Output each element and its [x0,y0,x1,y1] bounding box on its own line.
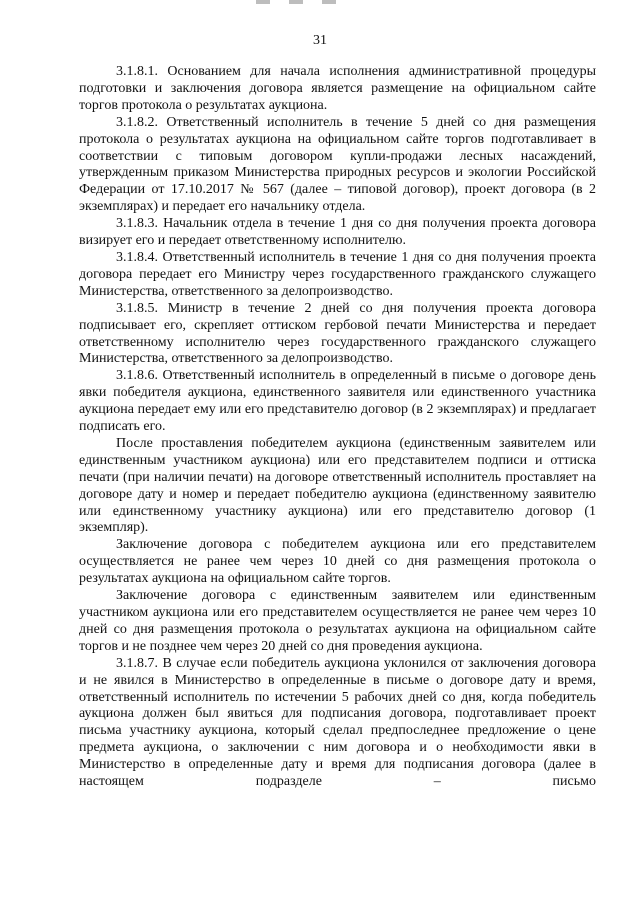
document-body [79,64,596,791]
scan-edge-mark [256,0,336,4]
paragraph-3-1-8-7: 3.1.8.7. В случае если победитель аукциона уклонился от заключения договора и не явился в Министерство в определенные в письме о договоре дату и время, ответственный исполнитель по истечении 5 рабочих дней со дня, когда победитель аукциона должен был явиться для подписания договора, подготавливает проект письма участнику аукциона, который сделал предпоследнее предложение о цене предмета аукциона, о заключении с ним договора и о необходимости явки в Министерство в определенные дату и время для подписания договора (далее в настоящем подразделе – письмо [79,655,596,790]
page-number: 31 [313,33,327,48]
paragraph-3-1-8-6: 3.1.8.6. Ответственный исполнитель в определенный в письме о договоре день явки победителя аукциона, единственного заявителя или единственного участника аукциона передает ему или его представителю договор (в 2 экземплярах) и предлагает подписать его. [79,368,596,435]
paragraph-3-1-8-1: 3.1.8.1. Основанием для начала исполнения административной процедуры подготовки и заключения договора является размещение на официальном сайте торгов протокола о результатах аукциона. [79,64,596,113]
paragraph-winner-term: Заключение договора с победителем аукциона или его представителем осуществляется не ранее чем через 10 дней со дня размещения протокола о результатах аукциона на официальном сайте торгов. [79,537,596,587]
paragraph-3-1-8-5: 3.1.8.5. Министр в течение 2 дней со дня получения проекта договора подписывает его, скрепляет оттиском гербовой печати Министерства и передает ответственному исполнителю через государственного гражданского служащего Министерства, ответственного за делопроизводство. [79,300,596,367]
paragraph-3-1-8-3: 3.1.8.3. Начальник отдела в течение 1 дня со дня получения проекта договора визирует его и передает ответственному исполнителю. [79,216,596,249]
scan-mark-segment [289,0,303,4]
scan-mark-segment [256,0,270,4]
paragraph-3-1-8-4: 3.1.8.4. Ответственный исполнитель в течение 1 дня со дня получения проекта договора передает его Министру через государственного гражданского служащего Министерства, ответственного за делопроизводство. [79,249,596,299]
paragraph-signing: После проставления победителем аукциона (единственным заявителем или единственным участником аукциона) или его представителем подписи и оттиска печати (при наличии печати) на договоре ответственный исполнитель проставляет на договоре дату и номер и передает победителю аукциона (единственному заявителю или единственному участнику аукциона) или его представителю договор (1 экземпляр). [79,435,596,536]
paragraph-3-1-8-2: 3.1.8.2. Ответственный исполнитель в течение 5 дней со дня размещения протокола о результатах аукциона на официальном сайте торгов подготавливает в соответствии с типовым договором купли-продажи лесных насаждений, утвержденным приказом Министерства природных ресурсов и экологии Российской Федерации от 17.10.2017 № 567 (далее – типовой договор), проект договора (в 2 экземплярах) и передает его начальнику отдела. [79,114,596,215]
scan-mark-segment [322,0,336,4]
paragraph-sole-participant-term: Заключение договора с единственным заявителем или единственным участником аукциона или его представителем осуществляется не ранее чем через 10 дней со дня размещения протокола о результатах аукциона на официальном сайте торгов и не позднее чем через 20 дней со дня проведения аукциона. [79,588,596,654]
